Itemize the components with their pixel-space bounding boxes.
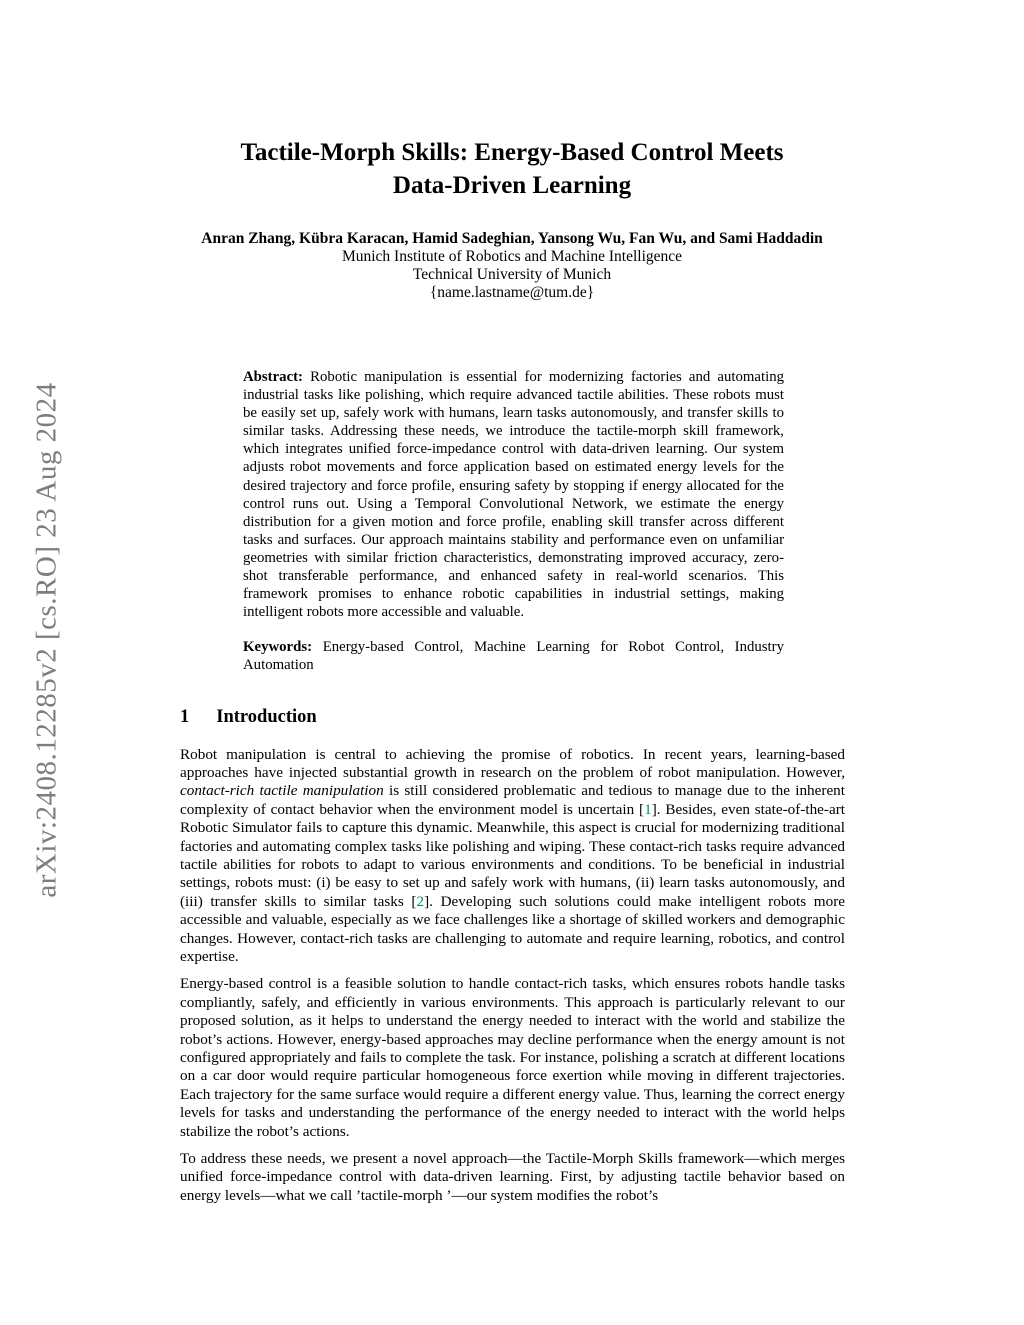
paragraph-text: Robot manipulation is central to achieving the promise of robotics. In recent years, learning-based approaches have injected substantial growth in research on the problem of robot manipulation. However,: [180, 745, 845, 781]
arxiv-watermark: arXiv:2408.12285v2 [cs.RO] 23 Aug 2024: [30, 382, 63, 898]
affiliation-email: {name.lastname@tum.de}: [429, 284, 595, 301]
intro-paragraph-3: To address these needs, we present a novel approach—the Tactile-Morph Skills framework—which merges unified force-impedance control with data-driven learning. First, by adjusting tactile behavior based on energy levels—what we call ’tactile-morph ’—our system modifies the robot’s: [180, 1150, 845, 1204]
title-line-1: Tactile-Morph Skills: Energy-Based Control Meets: [240, 139, 784, 166]
keywords: [243, 638, 784, 674]
section-title: Introduction: [216, 706, 317, 727]
affiliation-university: Technical University of Munich: [412, 266, 612, 283]
authors-line: Anran Zhang, Kübra Karacan, Hamid Sadeghian, Yansong Wu, Fan Wu, and Sami Haddadin: [201, 230, 823, 247]
abstract-text: Robotic manipulation is essential for modernizing factories and automating industrial tasks like polishing, which require advanced tactile abilities. These robots must be easily set up, safely work with humans, learn tasks autonomously, and transfer skills to similar tasks. Addressing these needs, we introduce the tactile-morph skill framework, which integrates unified force-impedance control with data-driven learning. Our system adjusts robot movements and force application based on estimated energy levels for the desired trajectory and force profile, ensuring safety by stopping if energy allocated for the control runs out. Using a Temporal Convolutional Network, we estimate the energy distribution for a given motion and force profile, enabling skill transfer across different tasks and surfaces. Our approach maintains stability and performance even on unfamiliar geometries with similar friction characteristics, demonstrating improved accuracy, zero-shot transferable performance, and enhanced safety in real-world scenarios. This framework promises to enhance robotic capabilities in industrial settings, making intelligent robots more accessible and valuable.: [243, 369, 785, 621]
title-line-2: Data-Driven Learning: [392, 172, 632, 199]
section-number: 1: [180, 706, 190, 727]
keywords-text: Energy-based Control, Machine Learning for Robot Control, Industry Automation: [243, 639, 784, 674]
section-heading-introduction: [180, 707, 1024, 728]
intro-paragraph-2: Energy-based control is a feasible solution to handle contact-rich tasks, which ensures robots handle tasks compliantly, safely, and efficiently in various environments. This approach is particularly relevant to our proposed solution, as it helps to understand the energy needed to interact with the world and stabilize the robot’s actions. However, energy-based approaches may decline performance when the energy amount is not configured appropriately and fails to complete the task. For instance, polishing a scratch at different locations on a car door would require particular homogeneous force exertion while moving in different trajectories. Each trajectory for the same surface would require a different energy value. Thus, learning the correct energy levels for tasks and understanding the performance of the energy needed to interact with the world helps stabilize the robot’s actions.: [180, 975, 845, 1140]
paragraph-text: is still considered problematic and tedious to manage due to the inherent complexity of contact behavior when the environment model is uncertain [: [180, 782, 845, 818]
abstract: [243, 368, 784, 621]
keywords-label: Keywords:: [243, 639, 313, 656]
affiliation-institute: Munich Institute of Robotics and Machine Intelligence: [341, 248, 683, 265]
citation-link-2[interactable]: 2: [416, 892, 425, 910]
abstract-label: Abstract:: [243, 369, 303, 385]
paragraph-text: ]. Besides, even state-of-the-art Robotic Simulator fails to capture this dynamic. Meanwhile, this aspect is crucial for modernizing traditional factories and automating complex tasks like polishing and wiping. These contact-rich tasks require advanced tactile abilities for robots to adapt to various environments and conditions. To be beneficial in industrial settings, robots must: (i) be easy to set up and safely work with humans, (ii) learn tasks autonomously, and (iii) transfer skills to similar tasks [: [180, 800, 846, 910]
paragraph-text: ]. Developing such solutions could make intelligent robots more accessible and valuable, especially as we face challenges like a shortage of skilled workers and demographic changes. However, contact-rich tasks are challenging to automate and require learning, robotics, and control expertise.: [180, 892, 846, 965]
paper-title: [0, 0, 1024, 202]
author-block: [0, 230, 1024, 302]
emphasized-phrase: contact-rich tactile manipulation: [180, 782, 384, 800]
citation-link-1[interactable]: 1: [644, 800, 652, 818]
intro-paragraph-1: [180, 746, 845, 967]
